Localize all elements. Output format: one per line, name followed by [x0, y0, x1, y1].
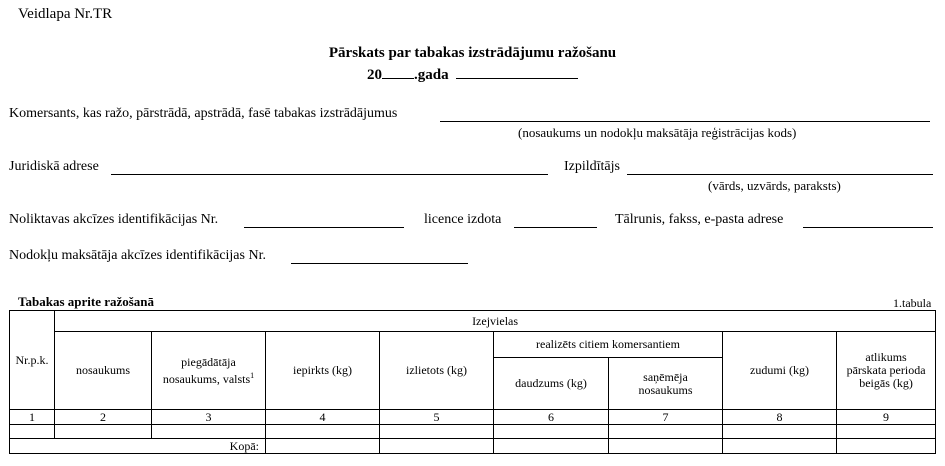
total-cell[interactable]	[837, 439, 936, 454]
warehouse-label: Noliktavas akcīzes identifikācijas Nr.	[9, 212, 219, 227]
tobacco-table	[9, 310, 936, 454]
header-qty: daudzums (kg)	[494, 358, 609, 410]
total-cell[interactable]	[494, 439, 609, 454]
merchant-hint: (nosaukums un nodokļu maksātāja reģistrācijas kods)	[518, 125, 797, 140]
executor-field[interactable]	[627, 159, 933, 175]
total-label: Kopā:	[10, 439, 266, 454]
header-receiver: saņēmēja nosaukums	[609, 358, 723, 410]
col-number-6: 6	[494, 410, 609, 425]
warehouse-field[interactable]	[244, 212, 404, 228]
col-number-3: 3	[152, 410, 266, 425]
cell[interactable]	[266, 425, 380, 439]
col-number-4: 4	[266, 410, 380, 425]
cell[interactable]	[837, 425, 936, 439]
contacts-label: Tālrunis, fakss, e-pasta adrese	[615, 212, 784, 227]
total-cell[interactable]	[380, 439, 494, 454]
col-number-9: 9	[837, 410, 936, 425]
address-field[interactable]	[111, 159, 548, 175]
table-number: 1.tabula	[893, 296, 932, 310]
header-supplier-text: piegādātāja nosaukums, valsts	[162, 354, 251, 386]
executor-label: Izpildītājs	[564, 159, 620, 174]
header-supplier	[152, 332, 266, 410]
total-cell[interactable]	[723, 439, 837, 454]
total-cell[interactable]	[609, 439, 723, 454]
col-number-1: 1	[10, 410, 55, 425]
cell[interactable]	[55, 425, 152, 439]
year-date-field[interactable]	[456, 66, 578, 79]
executor-hint: (vārds, uzvārds, paraksts)	[708, 178, 841, 193]
address-label: Juridiskā adrese	[9, 159, 99, 174]
page-title: Pārskats par tabakas izstrādājumu ražošanu	[328, 45, 617, 61]
license-field[interactable]	[514, 212, 597, 228]
merchant-label: Komersants, kas ražo, pārstrādā, apstrādā, fasē tabakas izstrādājumus	[9, 106, 398, 121]
form-id: Veidlapa Nr.TR	[18, 6, 113, 22]
cell[interactable]	[723, 425, 837, 439]
table-row	[10, 425, 936, 439]
taxpayer-field[interactable]	[291, 248, 468, 264]
year-line	[367, 66, 578, 84]
header-bought: iepirkts (kg)	[266, 332, 380, 410]
section-title: Tabakas aprite ražošanā	[18, 294, 155, 309]
header-losses: zudumi (kg)	[723, 332, 837, 410]
header-nr: Nr.p.k.	[10, 311, 55, 410]
cell[interactable]	[609, 425, 723, 439]
cell[interactable]	[494, 425, 609, 439]
total-row	[10, 439, 936, 454]
total-cell[interactable]	[266, 439, 380, 454]
header-used: izlietots (kg)	[380, 332, 494, 410]
header-name: nosaukums	[55, 332, 152, 410]
header-raw-materials: Izejvielas	[55, 311, 936, 332]
header-supplier-footnote: 1	[250, 370, 255, 380]
col-number-2: 2	[55, 410, 152, 425]
cell[interactable]	[380, 425, 494, 439]
contacts-field[interactable]	[803, 212, 933, 228]
cell[interactable]	[152, 425, 266, 439]
cell[interactable]	[10, 425, 55, 439]
year-prefix: 20	[367, 67, 382, 83]
col-number-8: 8	[723, 410, 837, 425]
license-label: licence izdota	[424, 212, 502, 227]
col-number-7: 7	[609, 410, 723, 425]
merchant-field[interactable]	[440, 106, 930, 122]
taxpayer-label: Nodokļu maksātāja akcīzes identifikācijas Nr.	[9, 248, 266, 263]
col-number-5: 5	[380, 410, 494, 425]
header-balance: atlikums pārskata perioda beigās (kg)	[837, 332, 936, 410]
year-suffix: .gada	[414, 67, 449, 83]
header-sold: realizēts citiem komersantiem	[494, 332, 723, 358]
